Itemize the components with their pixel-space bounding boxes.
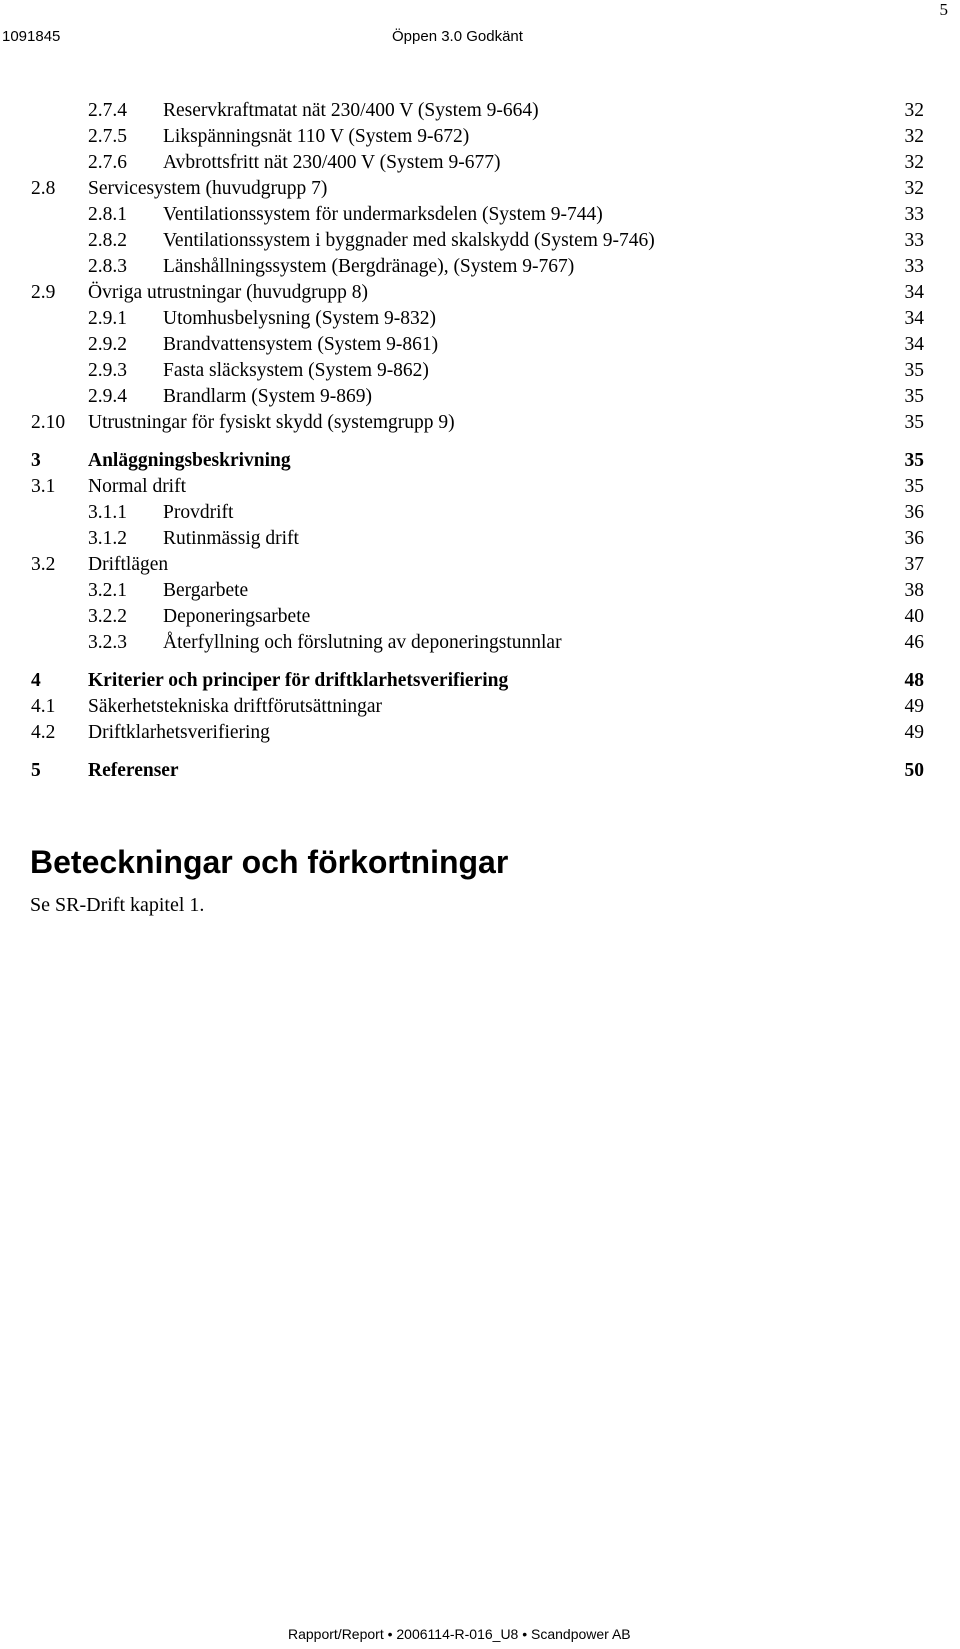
toc-entry-number: 2.10	[31, 412, 66, 433]
toc-entry-number: 2.9.4	[88, 386, 127, 407]
toc-entry[interactable]	[0, 474, 960, 500]
toc-entry-number: 4.1	[31, 696, 56, 717]
toc-entry-number: 2.7.5	[88, 126, 127, 147]
toc-entry-title: Avbrottsfritt nät 230/400 V (System 9-677)	[163, 152, 501, 173]
toc-entry-title: Referenser	[88, 760, 179, 781]
toc-entry-number: 3.2	[31, 554, 56, 575]
toc-entry-title: Likspänningsnät 110 V (System 9-672)	[163, 126, 470, 147]
toc-entry-title: Bergarbete	[163, 580, 249, 601]
toc-entry-page: 33	[904, 204, 924, 225]
document-id: 1091845	[2, 28, 61, 45]
toc-entry-page: 32	[904, 178, 924, 199]
section-text: Se SR-Drift kapitel 1.	[30, 894, 205, 916]
toc-entry[interactable]	[0, 124, 960, 150]
toc-entry-page: 35	[904, 386, 924, 407]
toc-entry-title: Ventilationssystem i byggnader med skalskydd (System 9-746)	[163, 230, 655, 251]
toc-entry-page: 35	[904, 476, 924, 497]
toc-entry[interactable]	[0, 552, 960, 578]
toc-entry-number: 2.7.6	[88, 152, 127, 173]
toc-entry-title: Driftklarhetsverifiering	[88, 722, 270, 743]
toc-entry-page: 49	[904, 696, 924, 717]
toc-entry[interactable]	[0, 630, 960, 656]
toc-entry-page: 36	[904, 528, 924, 549]
toc-entry-number: 2.8	[31, 178, 56, 199]
toc-entry-page: 35	[904, 412, 924, 433]
page-footer: Rapport/Report • 2006114-R-016_U8 • Scandpower AB	[288, 1626, 631, 1642]
page-header	[0, 28, 960, 48]
toc-entry[interactable]	[0, 758, 960, 784]
toc-entry-number: 3.2.3	[88, 632, 127, 653]
toc-entry-number: 2.9.2	[88, 334, 127, 355]
toc-entry-page: 35	[904, 360, 924, 381]
toc-entry-title: Fasta släcksystem (System 9-862)	[163, 360, 429, 381]
toc-entry-page: 34	[904, 308, 924, 329]
toc-entry-page: 34	[904, 282, 924, 303]
toc-entry[interactable]	[0, 604, 960, 630]
toc-entry[interactable]	[0, 228, 960, 254]
toc-entry-number: 2.8.3	[88, 256, 127, 277]
toc-entry[interactable]	[0, 358, 960, 384]
toc-entry-page: 37	[904, 554, 924, 575]
toc-entry-title: Driftlägen	[88, 554, 169, 575]
toc-entry-number: 5	[31, 760, 41, 781]
toc-entry-page: 32	[904, 100, 924, 121]
toc-entry[interactable]	[0, 98, 960, 124]
toc-entry-page: 48	[904, 670, 924, 691]
toc-entry-title: Återfyllning och förslutning av deponeringstunnlar	[163, 632, 562, 653]
toc-entry-page: 46	[904, 632, 924, 653]
toc-entry-page: 38	[904, 580, 924, 601]
toc-entry[interactable]	[0, 306, 960, 332]
toc-entry-page: 33	[904, 230, 924, 251]
toc-entry[interactable]	[0, 500, 960, 526]
toc-entry-number: 4	[31, 670, 41, 691]
toc-entry-number: 2.9.3	[88, 360, 127, 381]
toc-entry-title: Reservkraftmatat nät 230/400 V (System 9-664)	[163, 100, 539, 121]
toc-entry[interactable]	[0, 202, 960, 228]
toc-entry-page: 36	[904, 502, 924, 523]
toc-entry-title: Deponeringsarbete	[163, 606, 311, 627]
toc-entry-title: Rutinmässig drift	[163, 528, 299, 549]
toc-entry-page: 32	[904, 126, 924, 147]
toc-entry-title: Servicesystem (huvudgrupp 7)	[88, 178, 328, 199]
toc-entry-number: 3.2.2	[88, 606, 127, 627]
toc-entry[interactable]	[0, 694, 960, 720]
toc-entry-title: Länshållningssystem (Bergdränage), (System 9-767)	[163, 256, 575, 277]
section-heading: Beteckningar och förkortningar	[30, 844, 509, 880]
toc-entry-title: Brandlarm (System 9-869)	[163, 386, 373, 407]
toc-entry-title: Ventilationssystem för undermarksdelen (System 9-744)	[163, 204, 603, 225]
toc-entry-number: 2.8.1	[88, 204, 127, 225]
toc-entry-number: 3.2.1	[88, 580, 127, 601]
toc-entry[interactable]	[0, 526, 960, 552]
toc-entry[interactable]	[0, 410, 960, 436]
toc-entry[interactable]	[0, 668, 960, 694]
toc-entry-page: 34	[904, 334, 924, 355]
toc-entry-number: 2.9.1	[88, 308, 127, 329]
toc-entry-number: 2.7.4	[88, 100, 127, 121]
toc-entry-title: Provdrift	[163, 502, 234, 523]
toc-entry[interactable]	[0, 384, 960, 410]
toc-entry-title: Utrustningar för fysiskt skydd (systemgrupp 9)	[88, 412, 455, 433]
toc-entry-title: Anläggningsbeskrivning	[88, 450, 291, 471]
toc-entry-page: 49	[904, 722, 924, 743]
toc-entry[interactable]	[0, 448, 960, 474]
toc-entry-number: 4.2	[31, 722, 56, 743]
toc-entry[interactable]	[0, 578, 960, 604]
toc-entry-number: 2.9	[31, 282, 56, 303]
toc-entry-title: Övriga utrustningar (huvudgrupp 8)	[88, 282, 368, 303]
toc-entry-number: 3	[31, 450, 41, 471]
toc-entry[interactable]	[0, 176, 960, 202]
toc-entry[interactable]	[0, 280, 960, 306]
toc-entry-title: Kriterier och principer för driftklarhetsverifiering	[88, 670, 509, 691]
toc-entry-number: 3.1.2	[88, 528, 127, 549]
toc-entry-page: 35	[904, 450, 924, 471]
toc-entry-title: Utomhusbelysning (System 9-832)	[163, 308, 436, 329]
toc-entry-title: Säkerhetstekniska driftförutsättningar	[88, 696, 383, 717]
toc-entry[interactable]	[0, 254, 960, 280]
toc-entry-number: 3.1	[31, 476, 56, 497]
toc-entry-title: Normal drift	[88, 476, 187, 497]
toc-entry-page: 40	[904, 606, 924, 627]
toc-entry-number: 2.8.2	[88, 230, 127, 251]
toc-entry-page: 33	[904, 256, 924, 277]
toc-entry-number: 3.1.1	[88, 502, 127, 523]
toc-entry-page: 50	[904, 760, 924, 781]
page-number: 5	[939, 0, 948, 19]
table-of-contents	[0, 98, 960, 784]
toc-entry-page: 32	[904, 152, 924, 173]
toc-entry[interactable]	[0, 720, 960, 746]
document-status: Öppen 3.0 Godkänt	[392, 28, 523, 45]
toc-entry-title: Brandvattensystem (System 9-861)	[163, 334, 439, 355]
toc-entry[interactable]	[0, 150, 960, 176]
toc-entry[interactable]	[0, 332, 960, 358]
